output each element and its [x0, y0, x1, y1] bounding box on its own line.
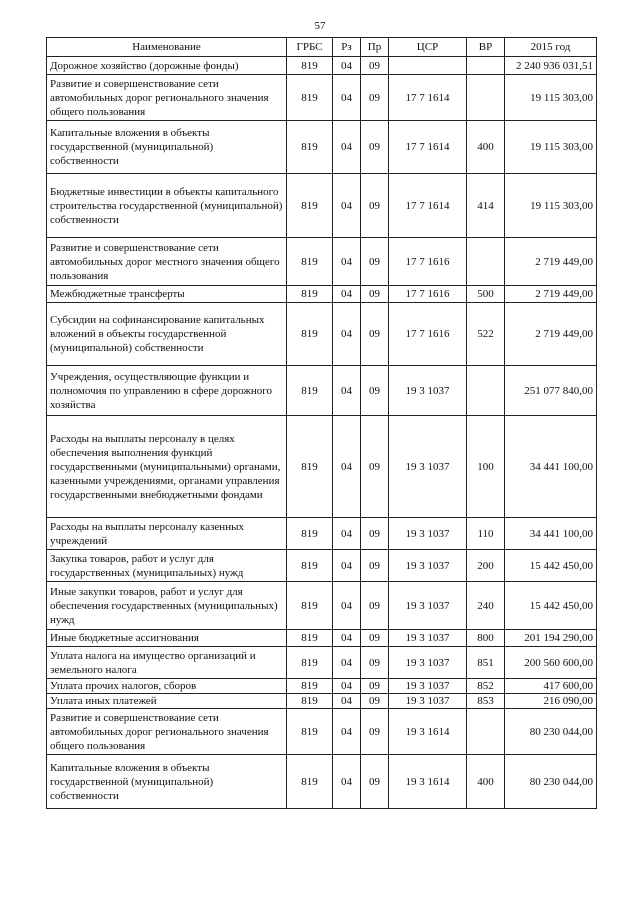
cell-sum: 34 441 100,00 — [505, 416, 597, 518]
cell-rz: 04 — [333, 366, 361, 416]
cell-vr: 414 — [467, 174, 505, 238]
cell-rz: 04 — [333, 238, 361, 286]
page-number: 57 — [314, 20, 326, 32]
cell-pr: 09 — [361, 694, 389, 709]
cell-sum: 2 719 449,00 — [505, 238, 597, 286]
cell-grbs: 819 — [287, 630, 333, 647]
table-row — [47, 630, 597, 647]
cell-rz: 04 — [333, 709, 361, 755]
cell-name: Межбюджетные трансферты — [47, 286, 287, 303]
cell-name: Закупка товаров, работ и услуг для государственных (муниципальных) нужд — [47, 550, 287, 582]
cell-csr: 17 7 1616 — [389, 286, 467, 303]
cell-grbs: 819 — [287, 416, 333, 518]
cell-name: Капитальные вложения в объекты государственной (муниципальной) собственности — [47, 755, 287, 809]
cell-sum: 200 560 600,00 — [505, 647, 597, 679]
cell-grbs: 819 — [287, 286, 333, 303]
table-row — [47, 174, 597, 238]
cell-pr: 09 — [361, 709, 389, 755]
header-sum: 2015 год — [505, 38, 597, 57]
cell-rz: 04 — [333, 286, 361, 303]
header-rz: Рз — [333, 38, 361, 57]
cell-rz: 04 — [333, 550, 361, 582]
cell-name: Расходы на выплаты персоналу казенных учреждений — [47, 518, 287, 550]
cell-sum: 19 115 303,00 — [505, 174, 597, 238]
cell-rz: 04 — [333, 694, 361, 709]
cell-csr: 17 7 1616 — [389, 238, 467, 286]
cell-name: Уплата налога на имущество организаций и земельного налога — [47, 647, 287, 679]
cell-grbs: 819 — [287, 121, 333, 174]
table-row — [47, 303, 597, 366]
cell-pr: 09 — [361, 550, 389, 582]
cell-csr: 19 3 1614 — [389, 709, 467, 755]
cell-grbs: 819 — [287, 647, 333, 679]
cell-csr: 19 3 1037 — [389, 366, 467, 416]
cell-pr: 09 — [361, 755, 389, 809]
table-row — [47, 518, 597, 550]
cell-name: Бюджетные инвестиции в объекты капитального строительства государственной (муниципальной) собственности — [47, 174, 287, 238]
cell-rz: 04 — [333, 679, 361, 694]
cell-vr: 110 — [467, 518, 505, 550]
cell-vr: 800 — [467, 630, 505, 647]
cell-pr: 09 — [361, 679, 389, 694]
cell-csr: 17 7 1614 — [389, 121, 467, 174]
cell-pr: 09 — [361, 57, 389, 75]
cell-csr: 19 3 1614 — [389, 755, 467, 809]
cell-rz: 04 — [333, 121, 361, 174]
cell-csr: 19 3 1037 — [389, 518, 467, 550]
table-row — [47, 679, 597, 694]
cell-rz: 04 — [333, 647, 361, 679]
table-row — [47, 582, 597, 630]
cell-name: Капитальные вложения в объекты государственной (муниципальной) собственности — [47, 121, 287, 174]
table-row — [47, 416, 597, 518]
cell-rz: 04 — [333, 57, 361, 75]
cell-csr: 19 3 1037 — [389, 630, 467, 647]
cell-vr — [467, 709, 505, 755]
cell-sum: 19 115 303,00 — [505, 121, 597, 174]
cell-grbs: 819 — [287, 550, 333, 582]
cell-name: Дорожное хозяйство (дорожные фонды) — [47, 57, 287, 75]
cell-pr: 09 — [361, 286, 389, 303]
cell-grbs: 819 — [287, 238, 333, 286]
cell-sum: 15 442 450,00 — [505, 550, 597, 582]
cell-csr: 19 3 1037 — [389, 416, 467, 518]
cell-vr: 853 — [467, 694, 505, 709]
cell-csr: 19 3 1037 — [389, 679, 467, 694]
cell-pr: 09 — [361, 303, 389, 366]
cell-sum: 201 194 290,00 — [505, 630, 597, 647]
cell-name: Субсидии на софинансирование капитальных вложений в объекты государственной (муниципальной) собственности — [47, 303, 287, 366]
table-row — [47, 57, 597, 75]
cell-pr: 09 — [361, 416, 389, 518]
table-row — [47, 709, 597, 755]
cell-grbs: 819 — [287, 755, 333, 809]
table-row — [47, 286, 597, 303]
cell-grbs: 819 — [287, 366, 333, 416]
cell-csr: 19 3 1037 — [389, 647, 467, 679]
cell-name: Уплата иных платежей — [47, 694, 287, 709]
cell-vr: 500 — [467, 286, 505, 303]
cell-csr: 17 7 1614 — [389, 75, 467, 121]
header-name: Наименование — [47, 38, 287, 57]
cell-vr: 200 — [467, 550, 505, 582]
cell-sum: 417 600,00 — [505, 679, 597, 694]
cell-grbs: 819 — [287, 518, 333, 550]
header-pr: Пр — [361, 38, 389, 57]
cell-sum: 251 077 840,00 — [505, 366, 597, 416]
cell-name: Расходы на выплаты персоналу в целях обеспечения выполнения функций государственными (муниципальными) органами, казенными учреждениями, органами управления государственными внебюджетными фондами — [47, 416, 287, 518]
cell-grbs: 819 — [287, 303, 333, 366]
cell-vr: 400 — [467, 121, 505, 174]
cell-vr: 852 — [467, 679, 505, 694]
header-csr: ЦСР — [389, 38, 467, 57]
cell-vr: 400 — [467, 755, 505, 809]
table-row — [47, 75, 597, 121]
cell-name: Учреждения, осуществляющие функции и полномочия по управлению в сфере дорожного хозяйства — [47, 366, 287, 416]
cell-vr: 522 — [467, 303, 505, 366]
cell-vr — [467, 238, 505, 286]
budget-table — [46, 37, 597, 809]
cell-sum: 2 719 449,00 — [505, 286, 597, 303]
cell-rz: 04 — [333, 755, 361, 809]
cell-sum: 2 719 449,00 — [505, 303, 597, 366]
cell-pr: 09 — [361, 75, 389, 121]
cell-pr: 09 — [361, 121, 389, 174]
cell-name: Развитие и совершенствование сети автомобильных дорог местного значения общего пользования — [47, 238, 287, 286]
header-row — [47, 38, 597, 57]
cell-csr: 19 3 1037 — [389, 694, 467, 709]
cell-rz: 04 — [333, 518, 361, 550]
cell-grbs: 819 — [287, 679, 333, 694]
table-row — [47, 647, 597, 679]
cell-sum: 80 230 044,00 — [505, 709, 597, 755]
table-row — [47, 121, 597, 174]
cell-pr: 09 — [361, 582, 389, 630]
cell-pr: 09 — [361, 647, 389, 679]
cell-vr: 851 — [467, 647, 505, 679]
table-row — [47, 755, 597, 809]
cell-name: Уплата прочих налогов, сборов — [47, 679, 287, 694]
cell-pr: 09 — [361, 518, 389, 550]
cell-vr: 100 — [467, 416, 505, 518]
cell-pr: 09 — [361, 174, 389, 238]
cell-csr: 17 7 1614 — [389, 174, 467, 238]
cell-pr: 09 — [361, 630, 389, 647]
cell-vr — [467, 75, 505, 121]
cell-sum: 2 240 936 031,51 — [505, 57, 597, 75]
table-row — [47, 366, 597, 416]
cell-grbs: 819 — [287, 57, 333, 75]
cell-pr: 09 — [361, 238, 389, 286]
cell-csr: 17 7 1616 — [389, 303, 467, 366]
cell-csr: 19 3 1037 — [389, 550, 467, 582]
cell-name: Иные закупки товаров, работ и услуг для обеспечения государственных (муниципальных) нужд — [47, 582, 287, 630]
cell-pr: 09 — [361, 366, 389, 416]
cell-rz: 04 — [333, 75, 361, 121]
cell-sum: 15 442 450,00 — [505, 582, 597, 630]
cell-sum: 80 230 044,00 — [505, 755, 597, 809]
cell-name: Иные бюджетные ассигнования — [47, 630, 287, 647]
table-row — [47, 550, 597, 582]
cell-name: Развитие и совершенствование сети автомобильных дорог регионального значения общего пользования — [47, 75, 287, 121]
table-row — [47, 238, 597, 286]
cell-vr — [467, 57, 505, 75]
cell-grbs: 819 — [287, 174, 333, 238]
cell-name: Развитие и совершенствование сети автомобильных дорог регионального значения общего пользования — [47, 709, 287, 755]
cell-grbs: 819 — [287, 582, 333, 630]
cell-csr: 19 3 1037 — [389, 582, 467, 630]
header-vr: ВР — [467, 38, 505, 57]
cell-vr — [467, 366, 505, 416]
cell-sum: 34 441 100,00 — [505, 518, 597, 550]
cell-vr: 240 — [467, 582, 505, 630]
cell-csr — [389, 57, 467, 75]
cell-grbs: 819 — [287, 75, 333, 121]
cell-rz: 04 — [333, 582, 361, 630]
cell-rz: 04 — [333, 174, 361, 238]
cell-sum: 216 090,00 — [505, 694, 597, 709]
cell-grbs: 819 — [287, 694, 333, 709]
header-grbs: ГРБС — [287, 38, 333, 57]
cell-rz: 04 — [333, 416, 361, 518]
cell-sum: 19 115 303,00 — [505, 75, 597, 121]
cell-rz: 04 — [333, 303, 361, 366]
table-row — [47, 694, 597, 709]
cell-grbs: 819 — [287, 709, 333, 755]
cell-rz: 04 — [333, 630, 361, 647]
